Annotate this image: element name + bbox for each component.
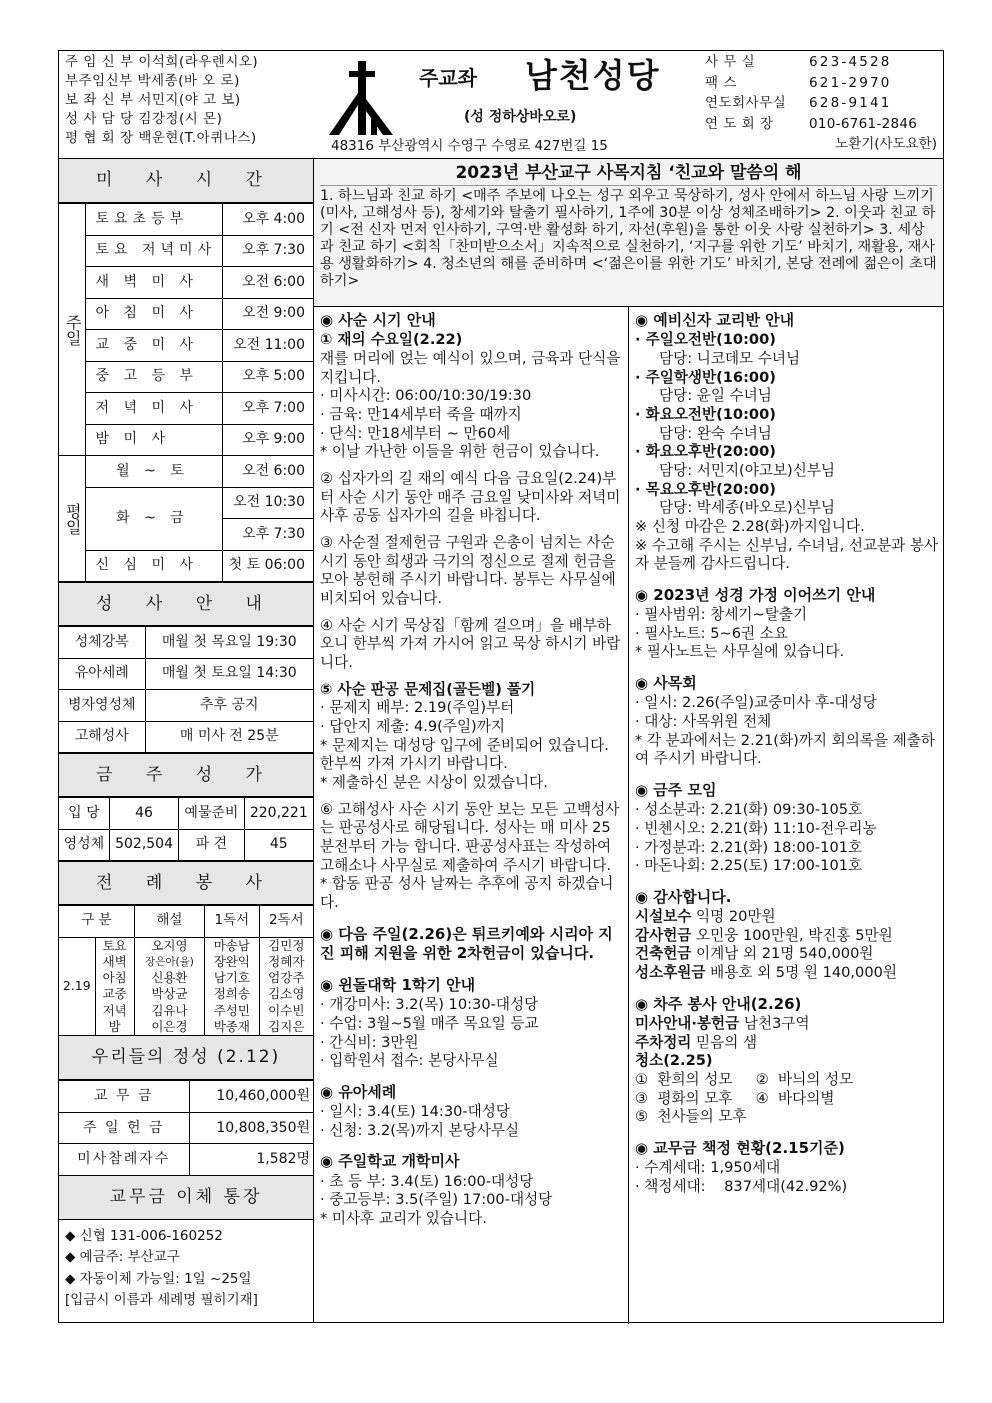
slot-label: 새벽 <box>102 953 127 969</box>
mass-time: 오후 5:00 <box>223 361 313 393</box>
table-row <box>59 937 313 1036</box>
person-name: 김소영 <box>268 986 305 1002</box>
main-content <box>314 158 944 1323</box>
person-name: 이은경 <box>151 1018 188 1034</box>
person-name: 이수빈 <box>268 1002 305 1018</box>
mass-name: 화 ~ 금 <box>85 487 223 550</box>
table-row <box>59 627 313 659</box>
mass-time: 오전 11:00 <box>223 330 313 362</box>
meeting-item: · 빈첸시오: 2.21(화) 11:10-전우리농 <box>635 819 877 837</box>
mass-times-table <box>59 203 313 582</box>
bulletin-header <box>58 50 944 158</box>
liturgy-table <box>59 905 313 1036</box>
devotion-table <box>59 1080 313 1176</box>
table-row <box>59 658 313 690</box>
infant-baptism-heading: ◉ 유아세례 <box>320 1082 397 1101</box>
mass-time: 오전 6:00 <box>223 267 313 299</box>
person-name: 정혜자 <box>268 953 305 969</box>
sacrament-time: 매 미사 전 25분 <box>145 721 313 753</box>
slot-label: 저녁 <box>102 1002 127 1018</box>
service-value: 남천3구역 <box>739 1014 810 1032</box>
notice-columns <box>314 307 944 1324</box>
church-logo-icon <box>327 59 395 137</box>
devotion-heading: 우리들의 정성 (2.12) <box>59 1036 313 1080</box>
reader2-list <box>259 937 313 1036</box>
patron-saint: (성 정하상바오로) <box>464 109 577 125</box>
contact-row <box>705 117 943 138</box>
university-item: · 간식비: 3만원 <box>320 1033 419 1051</box>
hymn-label: 파 견 <box>179 829 244 861</box>
stations-of-cross: ② 십자가의 길 재의 예식 다음 금요일(2.24)부터 사순 시기 동안 매주 금요일 낮미사와 저녁미사후 공동 십자가의 길을 바칩니다. <box>320 469 621 525</box>
next-service-heading: ◉ 차주 봉사 안내(2.26) <box>635 994 802 1013</box>
bible-copy-item: · 필사노트: 5~6권 소요 <box>635 624 788 642</box>
thanks-label: 건축헌금 <box>635 945 692 963</box>
person-name: 김지은 <box>268 1018 305 1034</box>
liturgy-heading: 전 례 봉 사 <box>59 861 313 905</box>
table-row <box>59 690 313 722</box>
contact-row <box>705 96 943 117</box>
contact-value: 010-6761-2846 <box>809 115 918 132</box>
table-row <box>59 906 313 938</box>
table-row <box>59 1081 313 1113</box>
mass-times-heading: 미 사 시 간 <box>59 159 313 203</box>
column-header: 1독서 <box>205 906 260 938</box>
contact-list <box>705 55 943 158</box>
golden-bell-heading: ⑤ 사순 판공 문제집(골든벨) 풀기 <box>320 680 536 698</box>
sacrament-name: 유아세례 <box>59 658 145 690</box>
council-heading: ◉ 사목회 <box>635 674 697 693</box>
table-row <box>59 235 313 267</box>
golden-bell-item: * 문제지는 대성당 입구에 준비되어 있습니다. 한부씩 가져 가시기 바랍니다. <box>320 736 609 773</box>
person-name: 오지영 <box>151 937 188 953</box>
university-item: · 입학원서 접수: 본당사무실 <box>320 1052 499 1070</box>
cleaning-item: ⑤ 천사들의 모후 <box>635 1108 747 1126</box>
ash-wednesday-item: * 이날 가난한 이들을 위한 헌금이 있습니다. <box>320 443 600 461</box>
table-row <box>59 1112 313 1144</box>
slot-label: 밤 <box>108 1018 121 1034</box>
reader1-list <box>205 937 260 1036</box>
mass-name: 아 침 미 사 <box>85 298 223 330</box>
ash-wednesday-item: · 단식: 만18세부터 ~ 만60세 <box>320 424 511 442</box>
devotion-label: 미사참례자수 <box>59 1144 189 1176</box>
bible-copy-item: · 필사범위: 창세기~탈출기 <box>635 606 808 624</box>
table-row <box>59 829 313 861</box>
thanks-value: 배용호 외 5명 원 140,000원 <box>705 964 898 982</box>
lent-heading: ◉ 사순 시기 안내 <box>320 311 436 329</box>
confession-note: * 합동 판공 성사 날짜는 추후에 공지 하겠습니다. <box>320 875 614 911</box>
service-value: 믿음의 샘 <box>691 1033 758 1051</box>
thanks-value: 익명 20만원 <box>691 908 776 926</box>
hymn-label: 예물준비 <box>179 798 244 830</box>
service-label: 미사안내·봉헌금 <box>635 1014 740 1032</box>
table-row <box>59 798 313 830</box>
notice-column-right <box>629 307 944 1324</box>
mass-name: 토요 저녁미사 <box>85 235 223 267</box>
commentator-list <box>134 937 204 1036</box>
catechumen-teacher: 담당: 니코데모 수녀님 <box>659 349 801 367</box>
mass-time: 오후 9:00 <box>223 424 313 456</box>
dues-item: · 책정세대: 837세대(42.92%) <box>635 1177 848 1195</box>
ash-wednesday-body: 재를 머리에 얹는 예식이 있으며, 금육과 단식을 지킵니다. <box>320 349 621 386</box>
church-name: 남천성당 <box>525 56 661 95</box>
contact-label: 사 무 실 <box>705 54 756 70</box>
contact-row <box>705 137 943 158</box>
dues-item: · 수계세대: 1,950세대 <box>635 1159 781 1177</box>
meetings-heading: ◉ 금주 모임 <box>635 781 717 799</box>
lent-abstinence-offering: ③ 사순절 절제헌금 구원과 은총이 넘치는 사순 시기 동안 희생과 극기의 정신으로 절제 헌금을 모아 봉헌해 주시기 바랍니다. 봉투는 사무실에 비치되어 있습니다. <box>320 533 616 607</box>
council-president: 평 협 회 장 백운현(T.아퀴나스) <box>65 130 257 146</box>
mass-time: 오후 4:00 <box>223 204 313 236</box>
meeting-item: · 성소분과: 2.21(화) 09:30-105호 <box>635 801 863 819</box>
catechumen-class: · 목요오후반(20:00) <box>635 480 776 498</box>
column-header: 2독서 <box>259 906 313 938</box>
meeting-item: · 가정분과: 2.21(화) 18:00-101호 <box>635 838 863 856</box>
sacrament-table <box>59 626 313 753</box>
hymn-number: 502,504 <box>109 829 178 861</box>
dues-heading: ◉ 교무금 책정 현황(2.15기준) <box>635 1138 845 1157</box>
catechumen-note: ※ 수고해 주시는 신부님, 수녀님, 선교분과 봉사자 분들께 감사드립니다. <box>635 536 939 573</box>
hymn-number: 45 <box>244 829 313 861</box>
mass-name: 토요초등부 <box>85 204 223 236</box>
golden-bell-item: · 문제지 배부: 2.19(주일)부터 <box>320 699 515 717</box>
table-row <box>59 721 313 753</box>
thanks-label: 시설보수 <box>635 908 692 926</box>
mass-name: 월 ~ 토 <box>85 456 223 488</box>
person-name: 장은아(율) <box>145 955 194 968</box>
clergy-list <box>65 55 325 150</box>
university-item: · 개강미사: 3.2(목) 10:30-대성당 <box>320 996 539 1014</box>
bulletin-page <box>58 50 944 1323</box>
table-row <box>59 1144 313 1176</box>
infant-baptism-item: · 신청: 3.2(목)까지 본당사무실 <box>320 1121 520 1139</box>
confession-notice: ⑥ 고해성사 사순 시기 동안 보는 모든 고백성사는 판공성사로 해당됩니다. 성사는 매 미사 25분전부터 가능 합니다. 판공성사표는 작성하여 고해소나 사무실로 제출하여 주시기 바랍니다. <box>320 800 620 874</box>
sacrament-heading: 성 사 안 내 <box>59 582 313 626</box>
golden-bell-item: · 답안지 제출: 4.9(주일)까지 <box>320 717 505 735</box>
clergy-pastor: 주 임 신 부 이석희(라우렌시오) <box>65 54 259 70</box>
person-name: 박종재 <box>213 1018 250 1034</box>
mass-time: 오전 6:00 <box>223 456 313 488</box>
sunday-school-item: · 중고등부: 3.5(주일) 17:00-대성당 <box>320 1191 553 1209</box>
hymn-label: 입 당 <box>59 798 109 830</box>
table-row <box>59 298 313 330</box>
slot-label: 아침 <box>102 970 127 985</box>
catechumen-class: · 주일학생반(16:00) <box>635 368 776 386</box>
contact-label: 연 도 회 장 <box>705 115 774 132</box>
catechumen-class: · 화요오전반(10:00) <box>635 405 776 423</box>
second-collection-notice: ◉ 다음 주일(2.26)은 튀르키예와 시리아 지진 피해 지원을 위한 2차헌금이 있습니다. <box>320 924 613 962</box>
hymn-number: 46 <box>109 798 178 830</box>
service-label: 주차정리 <box>635 1033 692 1051</box>
mass-time: 오후 7:00 <box>223 393 313 425</box>
infant-baptism-item: · 일시: 3.4(토) 14:30-대성당 <box>320 1103 510 1121</box>
thanks-item <box>635 927 940 946</box>
university-heading: ◉ 윈돌대학 1학기 안내 <box>320 976 476 995</box>
person-name: 박상균 <box>151 986 188 1002</box>
golden-bell-item: * 제출하신 분은 시상이 있겠습니다. <box>320 773 548 791</box>
slot-label: 토요 <box>102 937 127 953</box>
mass-name: 밤 미 사 <box>85 424 223 456</box>
person-name: 정희송 <box>213 986 250 1002</box>
thanks-label: 성소후원금 <box>635 964 706 982</box>
university-item: · 수업: 3월~5월 매주 목요일 등교 <box>320 1014 539 1032</box>
person-name: 김민정 <box>268 937 305 953</box>
sacrament-name: 성체강복 <box>59 627 145 659</box>
contact-label: 팩 스 <box>705 74 737 91</box>
mass-name: 저 녁 미 사 <box>85 393 223 425</box>
catechumen-teacher: 담당: 서민지(야고보)신부님 <box>659 461 836 479</box>
ash-wednesday-item: · 금육: 만14세부터 죽을 때까지 <box>320 405 522 423</box>
church-address: 48316 부산광역시 수영구 수영로 427번길 15 <box>331 138 608 154</box>
mass-name: 교 중 미 사 <box>85 330 223 362</box>
cleaning-item: ① 환희의 성모 ② 바늬의 성모 <box>635 1070 854 1088</box>
sacrament-time: 매월 첫 토요일 14:30 <box>145 658 313 690</box>
mass-name: 새 벽 미 사 <box>85 267 223 299</box>
bank-note: [입금시 이름과 세례명 필히기재] <box>65 1292 258 1309</box>
mass-name: 중 고 등 부 <box>85 361 223 393</box>
clergy-sacrament: 성 사 담 당 김강정(시 몬) <box>65 111 223 127</box>
person-name: 주성민 <box>213 1002 250 1018</box>
notice-column-left <box>314 307 629 1324</box>
bank-heading: 교무금 이체 통장 <box>59 1176 313 1220</box>
church-prefix: 주교좌 <box>419 66 477 90</box>
sacrament-name: 고해성사 <box>59 721 145 753</box>
cleaning-item: ③ 평화의 모후 ④ 바다의별 <box>635 1089 835 1107</box>
table-row <box>59 456 313 488</box>
table-row <box>59 550 313 582</box>
person-name: 마송남 <box>213 937 250 953</box>
person-name: 김유나 <box>151 1002 188 1018</box>
next-service-item <box>635 1034 940 1053</box>
thanks-label: 감사헌금 <box>635 926 692 944</box>
catechumen-heading: ◉ 예비신자 교리반 안내 <box>635 311 795 329</box>
devotion-value: 1,582명 <box>189 1144 313 1176</box>
guideline-title: 2023년 부산교구 사목지침 ‘친교와 말씀의 해 <box>320 163 937 186</box>
sunday-label: 주일 <box>59 204 85 456</box>
sunday-school-item: * 미사후 교리가 있습니다. <box>320 1209 487 1227</box>
person-name: 남기호 <box>213 970 250 985</box>
contact-value: 621-2970 <box>809 74 892 91</box>
meeting-item: · 마돈나회: 2.25(토) 17:00-101호 <box>635 857 863 875</box>
hymn-table <box>59 797 313 861</box>
catechumen-note: ※ 신청 마감은 2.28(화)까지입니다. <box>635 517 865 535</box>
table-row <box>59 393 313 425</box>
contact-label: 연도회사무실 <box>705 95 787 111</box>
mass-time: 오전 9:00 <box>223 298 313 330</box>
hymn-label: 영성체 <box>59 829 109 861</box>
catechumen-class: · 화요오후반(20:00) <box>635 443 776 461</box>
table-row <box>59 267 313 299</box>
thanks-heading: ◉ 감사합니다. <box>635 887 732 906</box>
thanks-value: 오민웅 100만원, 박진홍 5만원 <box>691 926 893 944</box>
bible-copy-item: * 필사노트는 사무실에 있습니다. <box>635 643 845 661</box>
clergy-associate: 부주임신부 박세종(바 오 로) <box>65 73 240 89</box>
sacrament-name: 병자영성체 <box>59 690 145 722</box>
devotion-label: 교 무 금 <box>59 1081 189 1113</box>
bank-account: ◆ 신협 131-006-160252 <box>65 1227 223 1244</box>
contact-person: 노환기(사도요한) <box>835 136 937 152</box>
catechumen-teacher: 담당: 완숙 수녀님 <box>659 424 772 442</box>
contact-value: 628-9141 <box>809 95 892 111</box>
person-name: 신용환 <box>151 970 188 986</box>
contact-value: 623-4528 <box>809 54 892 70</box>
table-row <box>59 487 313 519</box>
hymn-number: 220,221 <box>244 798 313 830</box>
contact-row <box>705 76 943 97</box>
mass-time: 오후 7:30 <box>223 519 313 551</box>
weekday-label: 평일 <box>59 456 85 582</box>
bible-copy-heading: ◉ 2023년 성경 가정 이어쓰기 안내 <box>635 585 876 604</box>
sacrament-time: 추후 공지 <box>145 690 313 722</box>
sunday-school-heading: ◉ 주일학교 개학미사 <box>320 1152 460 1171</box>
thanks-item <box>635 945 940 964</box>
sunday-school-item: · 초 등 부: 3.4(토) 16:00-대성당 <box>320 1172 534 1190</box>
catechumen-teacher: 담당: 윤일 수녀님 <box>659 387 772 405</box>
thanks-item <box>635 964 940 983</box>
table-row <box>59 330 313 362</box>
catechumen-teacher: 담당: 박세종(바오로)신부님 <box>659 499 836 517</box>
council-item: * 각 분과에서는 2.21(화)까지 회의록을 제출하여 주시기 바랍니다. <box>635 731 935 768</box>
pastoral-guideline <box>314 159 943 307</box>
clergy-assistant: 보 좌 신 부 서민지(야 고 보) <box>65 92 241 108</box>
column-header: 구 분 <box>59 906 134 938</box>
catechumen-class: · 주일오전반(10:00) <box>635 331 776 349</box>
person-name: 엄강주 <box>268 970 305 985</box>
mass-name: 신 심 미 사 <box>85 550 223 582</box>
mass-time: 첫 토 06:00 <box>223 550 313 582</box>
bank-info <box>59 1220 313 1318</box>
person-name: 장완익 <box>213 953 250 969</box>
contact-row <box>705 55 943 76</box>
bank-holder: ◆ 예금주: 부산교구 <box>65 1249 180 1266</box>
thanks-value: 이계남 외 21명 540,000원 <box>691 945 874 963</box>
mass-time: 오전 10:30 <box>223 487 313 519</box>
devotion-value: 10,460,000원 <box>189 1081 313 1113</box>
left-sidebar <box>58 158 314 1323</box>
ash-wednesday-heading: ① 재의 수요일(2.22) <box>320 331 463 349</box>
thanks-item <box>635 908 940 927</box>
service-slots <box>95 937 134 1036</box>
devotion-value: 10,808,350원 <box>189 1112 313 1144</box>
council-item: · 일시: 2.26(주일)교중미사 후-대성당 <box>635 694 877 712</box>
church-name-block <box>397 57 697 111</box>
bank-transfer-days: ◆ 자동이체 가능일: 1일 ~25일 <box>65 1270 252 1287</box>
table-row <box>59 424 313 456</box>
service-date: 2.19 <box>59 937 95 1036</box>
hymn-heading: 금 주 성 가 <box>59 753 313 797</box>
next-service-item <box>635 1015 940 1034</box>
council-item: · 대상: 사목위원 전체 <box>635 712 772 730</box>
slot-label: 교중 <box>102 986 127 1002</box>
table-row <box>59 204 313 236</box>
devotion-label: 주 일 헌 금 <box>59 1112 189 1144</box>
mass-time: 오후 7:30 <box>223 235 313 267</box>
sacrament-time: 매월 첫 목요일 19:30 <box>145 627 313 659</box>
guideline-body: 1. 하느님과 친교 하기 <매주 주보에 나오는 성구 외우고 묵상하기, 성사 안에서 하느님 사랑 느끼기 (미사, 고해성사 등), 창세기와 탈출기 필사하기, 1주에 30분 이상 성체조배하기> 2. 이웃과 친교 하기 <전 신자 먼저 인사하기, 구역·반 활성화 하기, 자선(후원)을 통한 이웃 사랑 실천하기> 3. 세상과 친교 하기 <회칙「찬미받으소서」지속적으로 실천하기, ‘지구를 위한 기도’ 바치기, 재활용, 재사용 생활화하기> 4. 청소년의 해를 준비하며 <‘젊은이를 위한 기도’ 바치기, 본당 전례에 젊은이 초대하기> <box>320 188 937 290</box>
lent-meditation-book: ④ 사순 시기 묵상집「함께 걸으며」을 배부하오니 한부씩 가져 가시어 읽고 묵상 하시기 바랍니다. <box>320 616 621 671</box>
ash-wednesday-item: · 미사시간: 06:00/10:30/19:30 <box>320 387 532 405</box>
column-header: 해설 <box>134 906 204 938</box>
table-row <box>59 361 313 393</box>
cleaning-heading: 청소(2.25) <box>635 1052 713 1070</box>
